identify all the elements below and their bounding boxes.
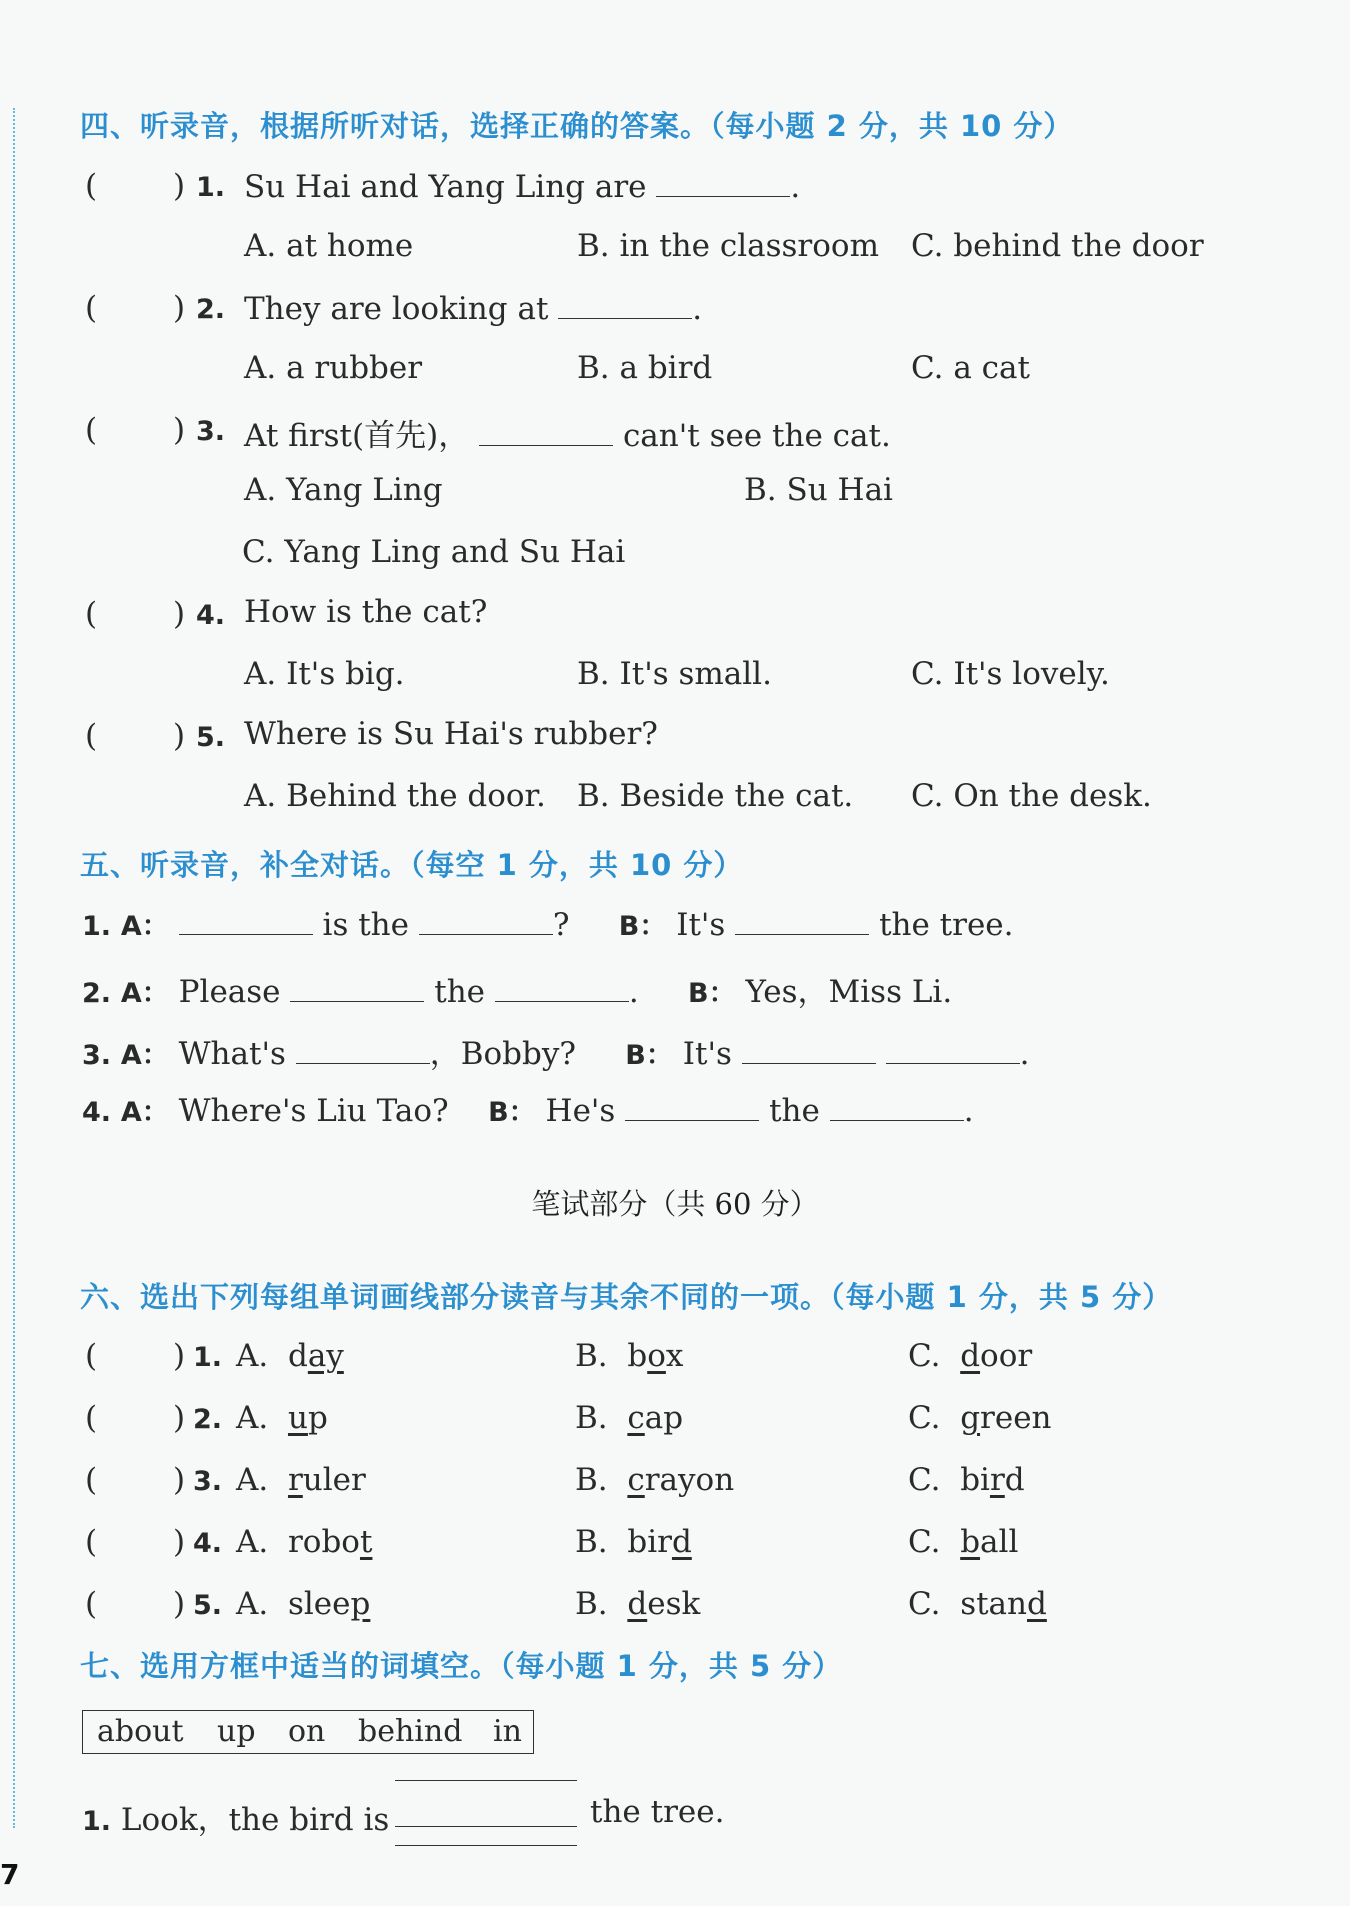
question-text: How is the cat? xyxy=(244,594,488,630)
dialogue-line-4 xyxy=(82,1090,974,1130)
option-a xyxy=(236,1462,366,1498)
dialogue-line-1 xyxy=(82,904,1014,944)
underlined-part: c xyxy=(627,1400,645,1436)
answer-paren-close: ) xyxy=(173,1586,186,1622)
option-a: A. Yang Ling xyxy=(244,472,443,508)
option-c: C. On the desk. xyxy=(911,778,1152,814)
underlined-part: c xyxy=(627,1462,645,1498)
punct: . xyxy=(790,169,801,205)
text: is the xyxy=(322,907,409,943)
speaker-a: A： xyxy=(120,978,169,1009)
dialogue-line-3 xyxy=(82,1028,1030,1072)
answer-paren-close: ) xyxy=(173,1524,186,1560)
word-part: reen xyxy=(980,1400,1052,1436)
underlined-part: d xyxy=(960,1338,981,1374)
word-box-item: up xyxy=(217,1714,256,1749)
word-part: d xyxy=(1004,1462,1025,1498)
underlined-part: p xyxy=(350,1586,371,1622)
speaker-a: A： xyxy=(120,1040,169,1071)
section-5-heading: 五、听录音，补全对话。（每空 1 分，共 10 分） xyxy=(80,848,744,882)
speaker-b: B： xyxy=(618,911,667,942)
word-box-item: behind xyxy=(358,1714,463,1749)
word-part: all xyxy=(980,1524,1019,1560)
word-part: stan xyxy=(960,1586,1028,1622)
option-b xyxy=(575,1586,700,1622)
question-number: 1. xyxy=(193,1342,223,1373)
option-b: B. It's small. xyxy=(577,656,772,692)
word-box-item: about xyxy=(97,1714,184,1749)
answer-paren-close: ) xyxy=(173,168,186,204)
punct: . xyxy=(692,291,703,327)
option-b: B. in the classroom xyxy=(577,228,879,264)
option-b: B. Su Hai xyxy=(744,472,893,508)
speaker-b: B： xyxy=(488,1097,536,1128)
answer-paren-close: ) xyxy=(173,1400,186,1436)
question-number: 3. xyxy=(196,416,226,447)
underlined-part: d xyxy=(671,1524,692,1560)
answer-paren-open[interactable]: ( xyxy=(85,168,98,204)
option-c xyxy=(908,1338,1032,1374)
question-number: 1. xyxy=(82,1806,112,1837)
answer-paren-close: ) xyxy=(173,1462,186,1498)
text: He's xyxy=(545,1093,616,1129)
text: ，Bobby? xyxy=(429,1036,577,1072)
word-part: d xyxy=(287,1338,308,1374)
option-label: C. xyxy=(908,1400,941,1436)
option-label: C. xyxy=(908,1524,941,1560)
option-c: C. It's lovely. xyxy=(911,656,1110,692)
question-number: 4. xyxy=(193,1528,223,1559)
line-number: 3. xyxy=(82,1040,112,1071)
option-label: A. xyxy=(236,1338,269,1374)
underlined-part: d xyxy=(1027,1586,1047,1622)
answer-paren-open[interactable]: ( xyxy=(85,290,98,326)
answer-paren-close: ) xyxy=(173,1338,186,1374)
option-label: B. xyxy=(575,1586,608,1622)
answer-blank[interactable] xyxy=(830,1090,964,1121)
answer-blank[interactable] xyxy=(656,166,790,197)
speaker-a: A： xyxy=(120,911,169,942)
text: Yes，Miss Li. xyxy=(745,974,953,1010)
option-c xyxy=(908,1524,1018,1560)
question-text: At first(首先)， xyxy=(244,418,470,454)
answer-paren-open[interactable]: ( xyxy=(85,718,98,754)
question-text-tail: the tree. xyxy=(590,1794,725,1830)
word-box xyxy=(82,1710,534,1754)
answer-paren-open[interactable]: ( xyxy=(85,1524,98,1560)
option-a: A. at home xyxy=(244,228,414,264)
word-part: uler xyxy=(302,1462,366,1498)
dialogue-line-2 xyxy=(82,966,953,1010)
option-b: B. Beside the cat. xyxy=(577,778,854,814)
underlined-part: r xyxy=(287,1462,303,1498)
word-part: bir xyxy=(627,1524,672,1560)
option-b xyxy=(575,1462,734,1498)
option-c xyxy=(908,1586,1047,1622)
option-c: C. Yang Ling and Su Hai xyxy=(242,534,626,570)
text: the tree. xyxy=(879,907,1014,943)
question-number: 1. xyxy=(196,172,226,203)
underlined-part: u xyxy=(287,1400,308,1436)
answer-blank[interactable] xyxy=(625,1090,759,1121)
option-label: A. xyxy=(236,1586,269,1622)
word-part: bi xyxy=(960,1462,990,1498)
underlined-part: t xyxy=(359,1524,373,1560)
answer-paren-close: ) xyxy=(173,412,186,448)
word-part: ap xyxy=(644,1400,684,1436)
text: It's xyxy=(676,907,726,943)
blank-guide-line xyxy=(395,1845,577,1846)
word-part: oor xyxy=(980,1338,1033,1374)
answer-blank[interactable] xyxy=(495,971,629,1002)
question-number: 2. xyxy=(193,1404,223,1435)
answer-blank[interactable] xyxy=(179,904,313,935)
option-label: A. xyxy=(236,1524,269,1560)
answer-paren-close: ) xyxy=(173,718,186,754)
answer-blank[interactable] xyxy=(395,1826,577,1827)
option-a xyxy=(236,1586,370,1622)
text: the xyxy=(434,974,486,1010)
answer-paren-close: ) xyxy=(173,596,186,632)
answer-blank[interactable] xyxy=(479,415,613,446)
underlined-part: o xyxy=(647,1338,666,1374)
answer-paren-open[interactable]: ( xyxy=(85,412,98,448)
section-7-heading: 七、选用方框中适当的词填空。（每小题 1 分，共 5 分） xyxy=(80,1649,843,1683)
option-label: B. xyxy=(575,1524,608,1560)
answer-blank[interactable] xyxy=(419,904,553,935)
text: the xyxy=(769,1093,820,1129)
text: Where's Liu Tao? xyxy=(178,1093,449,1129)
option-a xyxy=(236,1338,344,1374)
line-number: 4. xyxy=(82,1097,112,1128)
section-6-heading: 六、选出下列每组单词画线部分读音与其余不同的一项。（每小题 1 分，共 5 分） xyxy=(80,1280,1173,1314)
option-b xyxy=(575,1400,683,1436)
blank-guide-line xyxy=(395,1780,577,1781)
option-c: C. behind the door xyxy=(911,228,1204,264)
answer-paren-open[interactable]: ( xyxy=(85,1586,98,1622)
option-a xyxy=(236,1400,328,1436)
option-c xyxy=(908,1462,1025,1498)
option-label: A. xyxy=(236,1400,269,1436)
word-part: slee xyxy=(287,1586,351,1622)
text: It's xyxy=(682,1036,732,1072)
option-label: C. xyxy=(908,1586,941,1622)
question-text: Look，the bird is xyxy=(120,1802,390,1838)
question-text-tail: can't see the cat. xyxy=(622,418,891,454)
answer-blank[interactable] xyxy=(296,1033,430,1064)
punct: . xyxy=(1019,1036,1030,1072)
word-part: robo xyxy=(287,1524,360,1560)
underlined-part: g xyxy=(960,1400,981,1436)
word-box-item: on xyxy=(288,1714,326,1749)
option-label: B. xyxy=(575,1338,608,1374)
speaker-b: B： xyxy=(688,978,736,1009)
option-a: A. a rubber xyxy=(244,350,423,386)
question-number: 5. xyxy=(193,1590,223,1621)
option-label: C. xyxy=(908,1462,941,1498)
option-label: C. xyxy=(908,1338,941,1374)
written-part-title: 笔试部分（共 60 分） xyxy=(531,1187,819,1221)
option-c xyxy=(908,1400,1052,1436)
punct: . xyxy=(628,974,639,1010)
option-b: B. a bird xyxy=(577,350,713,386)
margin-dotted-line xyxy=(13,108,15,1828)
answer-blank[interactable] xyxy=(558,288,692,319)
option-b xyxy=(575,1338,683,1374)
speaker-a: A： xyxy=(120,1097,169,1128)
word-part: x xyxy=(665,1338,684,1374)
option-label: A. xyxy=(236,1462,269,1498)
option-a: A. It's big. xyxy=(244,656,405,692)
page-number: 7 xyxy=(0,1858,20,1891)
line-number: 2. xyxy=(82,978,112,1009)
question-text: Where is Su Hai's rubber? xyxy=(244,716,658,752)
speaker-b: B： xyxy=(625,1040,673,1071)
underlined-part: ay xyxy=(307,1338,344,1374)
answer-paren-open[interactable]: ( xyxy=(85,1462,98,1498)
word-part: b xyxy=(627,1338,648,1374)
word-part: p xyxy=(307,1400,328,1436)
section-4-heading: 四、听录音，根据所听对话，选择正确的答案。（每小题 2 分，共 10 分） xyxy=(80,109,1074,143)
question-number: 3. xyxy=(193,1466,223,1497)
answer-paren-close: ) xyxy=(173,290,186,326)
option-a: A. Behind the door. xyxy=(244,778,546,814)
word-box-item: in xyxy=(493,1714,522,1749)
text: Please xyxy=(178,974,281,1010)
answer-blank[interactable] xyxy=(735,904,869,935)
option-label: B. xyxy=(575,1400,608,1436)
punct: . xyxy=(963,1093,974,1129)
question-text: They are looking at xyxy=(244,291,549,327)
question-number: 2. xyxy=(196,294,226,325)
underlined-part: b xyxy=(960,1524,981,1560)
option-label: B. xyxy=(575,1462,608,1498)
option-a xyxy=(236,1524,372,1560)
text: What's xyxy=(178,1036,286,1072)
word-part: rayon xyxy=(644,1462,735,1498)
question-text: Su Hai and Yang Ling are xyxy=(244,169,647,205)
underlined-part: r xyxy=(989,1462,1005,1498)
punct: ? xyxy=(552,907,570,943)
answer-paren-open[interactable]: ( xyxy=(85,1400,98,1436)
question-number: 4. xyxy=(196,600,226,631)
answer-blank[interactable] xyxy=(290,971,424,1002)
answer-blank[interactable] xyxy=(742,1033,876,1064)
underlined-part: d xyxy=(627,1586,648,1622)
option-c: C. a cat xyxy=(911,350,1030,386)
word-part: esk xyxy=(647,1586,701,1622)
option-b xyxy=(575,1524,692,1560)
question-number: 5. xyxy=(196,722,226,753)
line-number: 1. xyxy=(82,911,112,942)
answer-paren-open[interactable]: ( xyxy=(85,1338,98,1374)
answer-paren-open[interactable]: ( xyxy=(85,596,98,632)
answer-blank[interactable] xyxy=(886,1033,1020,1064)
